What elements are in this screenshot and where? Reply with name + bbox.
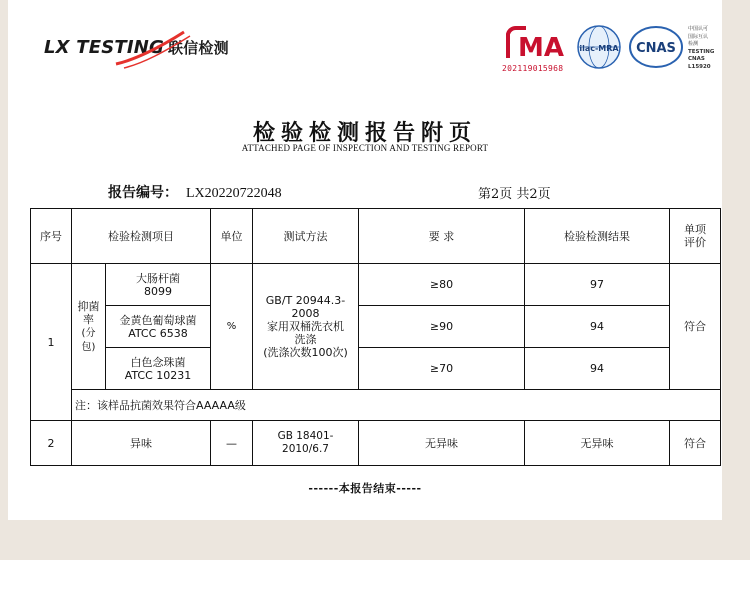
sub-item-result: 94 [525, 348, 670, 390]
report-subtitle: ATTACHED PAGE OF INSPECTION AND TESTING REPORT [241, 143, 489, 153]
note-text: 注：该样品抗菌效果符合AAAAA级 [72, 390, 721, 421]
cma-seal-icon [504, 24, 570, 62]
sub-item-requirement: ≥90 [359, 306, 525, 348]
cnas-caption: 中国认可 国际互认 检测 TESTING CNAS L15920 [688, 26, 715, 70]
logo-swoosh-icon [114, 30, 194, 70]
header-item: 检验检测项目 [72, 209, 211, 264]
row-unit: — [211, 421, 253, 466]
table-row [31, 306, 721, 348]
row-requirement: 无异味 [359, 421, 525, 466]
header-evaluation: 单项 评价 [670, 209, 721, 264]
end-marker: ------本报告结束----- [308, 482, 422, 495]
sub-item-name: 白色念珠菌 ATCC 10231 [106, 348, 211, 390]
sub-item-requirement: ≥70 [359, 348, 525, 390]
table-row [31, 348, 721, 390]
company-logo [44, 36, 244, 70]
header-unit: 单位 [211, 209, 253, 264]
svg-text:MA: MA [518, 33, 564, 62]
sub-item-name: 大肠杆菌 8099 [106, 264, 211, 306]
report-title: 检验检测报告附页 [252, 120, 477, 146]
results-table [30, 208, 721, 466]
row-item: 异味 [72, 421, 211, 466]
page-number: 第2页 共2页 [478, 187, 551, 202]
sub-item-result: 97 [525, 264, 670, 306]
sub-item-requirement: ≥80 [359, 264, 525, 306]
page-bottom-margin [0, 560, 750, 614]
report-number: 报告编号： LX20220722048 [108, 185, 282, 201]
sub-item-name: 金黄色葡萄球菌 ATCC 6538 [106, 306, 211, 348]
logo-cn: 联信检测 [167, 39, 229, 57]
logo-name: LX TESTING [44, 37, 164, 58]
svg-text:ilac-MRA: ilac-MRA [579, 44, 619, 53]
row-seq: 2 [31, 421, 72, 466]
row-evaluation: 符合 [670, 421, 721, 466]
svg-text:CNAS: CNAS [636, 41, 676, 56]
note-row [31, 390, 721, 421]
row-evaluation: 符合 [670, 264, 721, 390]
table-header-row [31, 209, 721, 264]
table-row [31, 264, 721, 306]
row-unit: % [211, 264, 253, 390]
header-requirement: 要 求 [359, 209, 525, 264]
header-seq: 序号 [31, 209, 72, 264]
sub-item-result: 94 [525, 306, 670, 348]
row-method: GB 18401-2010/6.7 [253, 421, 359, 466]
ilac-mra-icon [576, 24, 622, 70]
row-category: 抑菌 率 (分包) [72, 264, 106, 390]
row-seq: 1 [31, 264, 72, 421]
row-result: 无异味 [525, 421, 670, 466]
row-method: GB/T 20944.3-2008 家用双桶洗衣机 洗涤 (洗涤次数100次) [253, 264, 359, 390]
table-row [31, 421, 721, 466]
cma-number: 202119015968 [502, 64, 564, 73]
header-method: 测试方法 [253, 209, 359, 264]
cnas-logo-icon [628, 24, 684, 70]
header-result: 检验检测结果 [525, 209, 670, 264]
